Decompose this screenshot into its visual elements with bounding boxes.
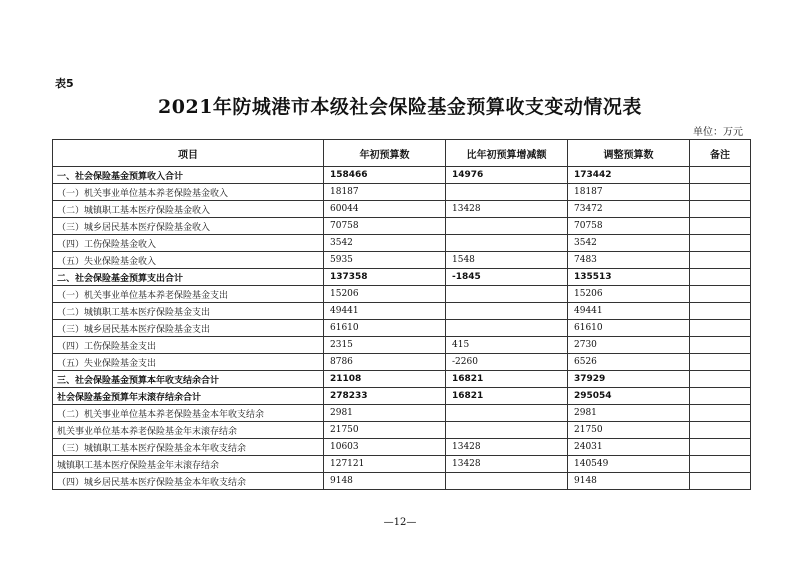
row-adjusted-budget-cell: 15206	[568, 286, 690, 303]
row-adjusted-budget-cell: 140549	[568, 456, 690, 473]
row-item-cell: （一）机关事业单位基本养老保险基金收入	[53, 184, 324, 201]
row-adjusted-budget-cell: 24031	[568, 439, 690, 456]
table-row	[53, 388, 751, 405]
header-row	[53, 140, 751, 167]
row-adjusted-budget-cell: 3542	[568, 235, 690, 252]
row-change-cell: 13428	[446, 456, 568, 473]
row-change-cell: 13428	[446, 439, 568, 456]
table-body	[53, 167, 751, 490]
row-note-cell	[690, 439, 751, 456]
row-initial-budget-cell: 61610	[324, 320, 446, 337]
row-note-cell	[690, 201, 751, 218]
row-initial-budget-cell: 158466	[324, 167, 446, 184]
table-row	[53, 303, 751, 320]
row-initial-budget-cell: 21108	[324, 371, 446, 388]
table-row	[53, 269, 751, 286]
unit-label: 单位：万元	[693, 127, 743, 138]
table-label: 表5	[55, 77, 74, 90]
row-item-cell: （四）工伤保险基金支出	[53, 337, 324, 354]
row-item-cell: 社会保险基金预算年末滚存结余合计	[53, 388, 324, 405]
row-change-cell: 13428	[446, 201, 568, 218]
table-row	[53, 218, 751, 235]
row-initial-budget-cell: 8786	[324, 354, 446, 371]
row-adjusted-budget-cell: 9148	[568, 473, 690, 490]
row-change-cell: 16821	[446, 371, 568, 388]
column-header-adjusted-budget: 调整预算数	[568, 140, 690, 167]
row-adjusted-budget-cell: 61610	[568, 320, 690, 337]
row-initial-budget-cell: 2315	[324, 337, 446, 354]
row-item-cell: （五）失业保险基金支出	[53, 354, 324, 371]
row-item-cell: （四）工伤保险基金收入	[53, 235, 324, 252]
row-adjusted-budget-cell: 21750	[568, 422, 690, 439]
row-adjusted-budget-cell: 2730	[568, 337, 690, 354]
row-item-cell: （五）失业保险基金收入	[53, 252, 324, 269]
row-adjusted-budget-cell: 73472	[568, 201, 690, 218]
table-row	[53, 354, 751, 371]
row-initial-budget-cell: 21750	[324, 422, 446, 439]
row-initial-budget-cell: 9148	[324, 473, 446, 490]
row-change-cell	[446, 320, 568, 337]
row-item-cell: 城镇职工基本医疗保险基金年末滚存结余	[53, 456, 324, 473]
row-item-cell: 二、社会保险基金预算支出合计	[53, 269, 324, 286]
row-change-cell: 14976	[446, 167, 568, 184]
row-adjusted-budget-cell: 18187	[568, 184, 690, 201]
row-item-cell: （一）机关事业单位基本养老保险基金支出	[53, 286, 324, 303]
row-adjusted-budget-cell: 49441	[568, 303, 690, 320]
table-row	[53, 167, 751, 184]
row-item-cell: 机关事业单位基本养老保险基金年末滚存结余	[53, 422, 324, 439]
row-change-cell	[446, 473, 568, 490]
row-initial-budget-cell: 3542	[324, 235, 446, 252]
row-change-cell	[446, 218, 568, 235]
row-note-cell	[690, 405, 751, 422]
row-initial-budget-cell: 49441	[324, 303, 446, 320]
table-row	[53, 184, 751, 201]
table-row	[53, 439, 751, 456]
table-row	[53, 201, 751, 218]
page-title: 2021年防城港市本级社会保险基金预算收支变动情况表	[158, 96, 642, 118]
row-note-cell	[690, 252, 751, 269]
row-note-cell	[690, 388, 751, 405]
row-adjusted-budget-cell: 173442	[568, 167, 690, 184]
row-note-cell	[690, 354, 751, 371]
row-note-cell	[690, 286, 751, 303]
row-change-cell: -2260	[446, 354, 568, 371]
row-note-cell	[690, 422, 751, 439]
row-initial-budget-cell: 60044	[324, 201, 446, 218]
row-change-cell	[446, 303, 568, 320]
row-note-cell	[690, 303, 751, 320]
row-item-cell: （二）城镇职工基本医疗保险基金支出	[53, 303, 324, 320]
row-item-cell: （三）城乡居民基本医疗保险基金支出	[53, 320, 324, 337]
table-row	[53, 473, 751, 490]
column-header-change: 比年初预算增减额	[446, 140, 568, 167]
row-change-cell: 1548	[446, 252, 568, 269]
budget-table	[52, 139, 751, 490]
row-initial-budget-cell: 70758	[324, 218, 446, 235]
row-initial-budget-cell: 15206	[324, 286, 446, 303]
row-note-cell	[690, 337, 751, 354]
table-row	[53, 371, 751, 388]
row-initial-budget-cell: 2981	[324, 405, 446, 422]
row-adjusted-budget-cell: 2981	[568, 405, 690, 422]
row-change-cell: 16821	[446, 388, 568, 405]
table-row	[53, 235, 751, 252]
row-note-cell	[690, 235, 751, 252]
row-initial-budget-cell: 5935	[324, 252, 446, 269]
row-change-cell	[446, 422, 568, 439]
row-change-cell: 415	[446, 337, 568, 354]
row-change-cell: -1845	[446, 269, 568, 286]
row-item-cell: 三、社会保险基金预算本年收支结余合计	[53, 371, 324, 388]
row-note-cell	[690, 320, 751, 337]
row-adjusted-budget-cell: 135513	[568, 269, 690, 286]
table-row	[53, 422, 751, 439]
row-initial-budget-cell: 127121	[324, 456, 446, 473]
row-item-cell: （二）城镇职工基本医疗保险基金收入	[53, 201, 324, 218]
page-number: —12—	[383, 517, 417, 528]
column-header-item: 项目	[53, 140, 324, 167]
column-header-note: 备注	[690, 140, 751, 167]
row-note-cell	[690, 473, 751, 490]
row-note-cell	[690, 184, 751, 201]
row-note-cell	[690, 371, 751, 388]
row-adjusted-budget-cell: 6526	[568, 354, 690, 371]
row-initial-budget-cell: 10603	[324, 439, 446, 456]
table-row	[53, 252, 751, 269]
row-item-cell: （三）城镇职工基本医疗保险基金本年收支结余	[53, 439, 324, 456]
row-change-cell	[446, 235, 568, 252]
table-row	[53, 337, 751, 354]
row-note-cell	[690, 269, 751, 286]
row-note-cell	[690, 167, 751, 184]
table-row	[53, 320, 751, 337]
row-item-cell: （四）城乡居民基本医疗保险基金本年收支结余	[53, 473, 324, 490]
row-change-cell	[446, 405, 568, 422]
row-initial-budget-cell: 18187	[324, 184, 446, 201]
row-note-cell	[690, 456, 751, 473]
row-initial-budget-cell: 137358	[324, 269, 446, 286]
row-adjusted-budget-cell: 70758	[568, 218, 690, 235]
row-change-cell	[446, 184, 568, 201]
row-adjusted-budget-cell: 7483	[568, 252, 690, 269]
row-item-cell: （三）城乡居民基本医疗保险基金收入	[53, 218, 324, 235]
row-initial-budget-cell: 278233	[324, 388, 446, 405]
row-item-cell: （二）机关事业单位基本养老保险基金本年收支结余	[53, 405, 324, 422]
row-adjusted-budget-cell: 295054	[568, 388, 690, 405]
row-change-cell	[446, 286, 568, 303]
table-row	[53, 456, 751, 473]
table-row	[53, 286, 751, 303]
row-note-cell	[690, 218, 751, 235]
table-row	[53, 405, 751, 422]
column-header-initial-budget: 年初预算数	[324, 140, 446, 167]
row-item-cell: 一、社会保险基金预算收入合计	[53, 167, 324, 184]
row-adjusted-budget-cell: 37929	[568, 371, 690, 388]
